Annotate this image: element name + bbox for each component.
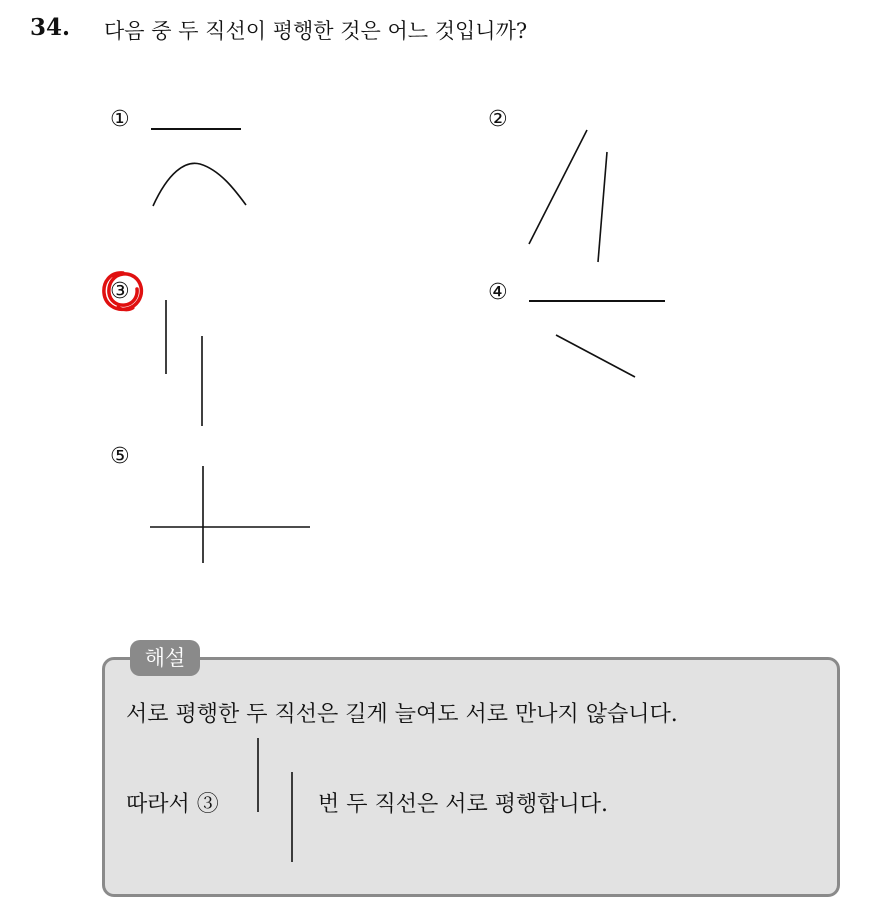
figure-choice-2 (529, 130, 607, 262)
choice-5-label[interactable]: ⑤ (110, 444, 130, 469)
choice-1-label[interactable]: ① (110, 107, 130, 132)
question-number: 34. (30, 14, 71, 41)
figure-choice-4 (529, 301, 665, 377)
figure-choice-5 (150, 466, 310, 563)
explanation-tab: 해설 (130, 640, 200, 676)
explanation-line-2-prefix: 따라서 ③ (126, 792, 219, 817)
question-text: 다음 중 두 직선이 평행한 것은 어느 것입니까? (104, 19, 528, 43)
explanation-parallel-lines-figure (240, 730, 310, 870)
choice-4-label[interactable]: ④ (488, 280, 508, 305)
choice-2-label[interactable]: ② (488, 107, 508, 132)
explanation-line-1: 서로 평행한 두 직선은 길게 늘여도 서로 만나지 않습니다. (126, 702, 678, 727)
figure-choice-1 (151, 129, 246, 206)
explanation-box (102, 657, 840, 897)
explanation-line-2-suffix: 번 두 직선은 서로 평행합니다. (318, 792, 608, 817)
figure-2-line-b (598, 152, 607, 262)
choice-3-label[interactable]: ③ (110, 279, 130, 304)
figure-4-slanted-line (556, 335, 635, 377)
figure-2-line-a (529, 130, 587, 244)
figure-1-arch-curve (153, 163, 246, 206)
figure-choice-3 (166, 300, 202, 426)
